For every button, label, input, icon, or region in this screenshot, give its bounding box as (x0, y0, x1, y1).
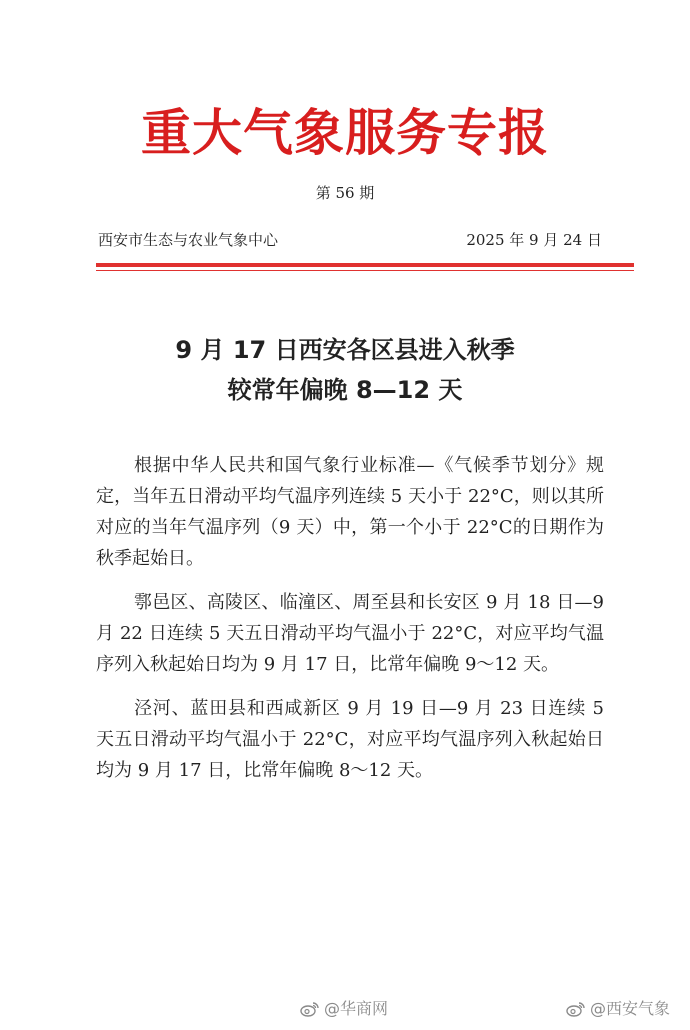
watermark-left-text: @华商网 (324, 999, 389, 1018)
article-title-line-1: 9 月 17 日西安各区县进入秋季 (175, 336, 515, 364)
article-title (0, 330, 690, 410)
report-headline: 重大气象服务专报 (141, 103, 549, 162)
body-paragraph: 鄠邑区、高陵区、临潼区、周至县和长安区 9 月 18 日—9 月 22 日连续 5 天五日滑动平均气温小于 22°C，对应平均气温序列入秋起始日均为 9 月 17 日，比常年偏晚 9～12 天。 (96, 592, 604, 675)
watermark-huashang (300, 998, 388, 1020)
article-body (96, 450, 604, 799)
weibo-icon (566, 1001, 586, 1017)
issuer-org: 西安市生态与农业气象中心 (98, 231, 279, 249)
weibo-icon (300, 1001, 320, 1017)
red-divider-thin (96, 270, 634, 271)
body-paragraph: 根据中华人民共和国气象行业标准—《气候季节划分》规定，当年五日滑动平均气温序列连续 5 天小于 22°C，则以其所对应的当年气温序列（9 天）中，第一个小于 22°C的日期作为秋季起始日。 (96, 455, 604, 569)
red-divider-thick (96, 263, 634, 267)
watermark-xian-weather (566, 998, 670, 1020)
article-title-line-2: 较常年偏晚 8—12 天 (227, 376, 463, 404)
issue-number: 第 56 期 (315, 184, 375, 202)
body-paragraph: 泾河、蓝田县和西咸新区 9 月 19 日—9 月 23 日连续 5 天五日滑动平均气温小于 22°C，对应平均气温序列入秋起始日均为 9 月 17 日，比常年偏晚 8～12 天。 (96, 698, 604, 781)
watermark-right-text: @西安气象 (590, 999, 671, 1018)
issuer-line (98, 229, 602, 251)
issue-date: 2025 年 9 月 24 日 (466, 231, 602, 249)
